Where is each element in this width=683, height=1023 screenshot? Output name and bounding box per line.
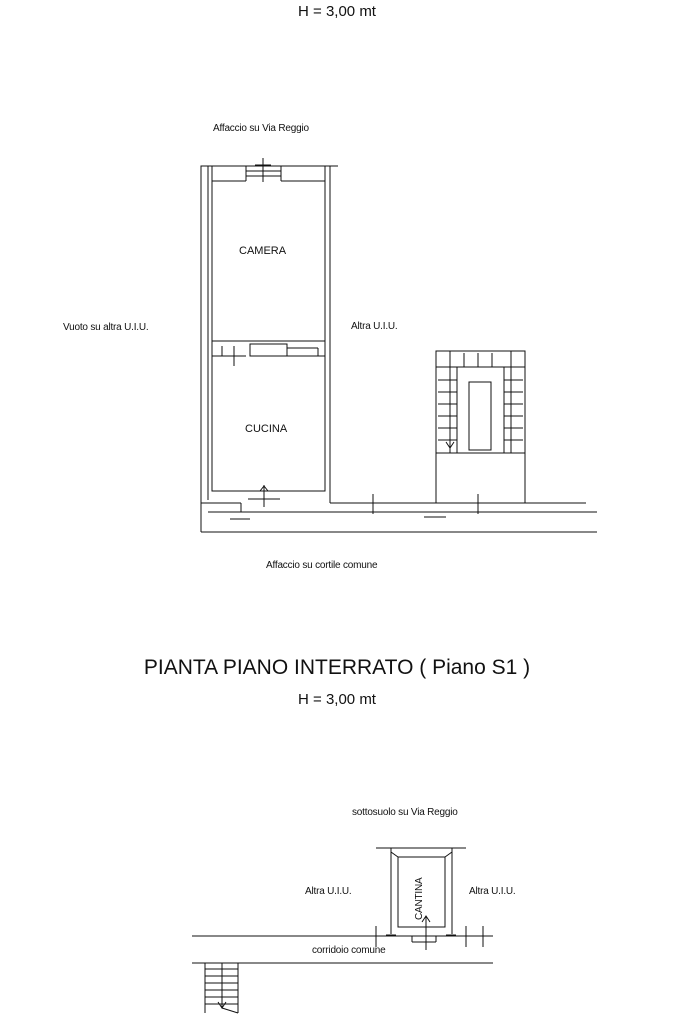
room-cucina-label: CUCINA [245, 423, 288, 435]
courtyard-marks [230, 494, 586, 519]
room-cantina-label: CANTINA [414, 877, 425, 920]
upper-floor-height: H = 3,00 mt [298, 3, 376, 20]
upper-west-label: Vuoto su altra U.I.U. [63, 322, 149, 333]
basement-south-label: corridoio comune [312, 945, 386, 956]
basement-west-label: Altra U.I.U. [305, 886, 352, 897]
basement-north-label: sottosuolo su Via Reggio [352, 807, 458, 818]
entrance-door [248, 485, 280, 507]
basement-title: PIANTA PIANO INTERRATO ( Piano S1 ) [143, 656, 531, 679]
staircase-upper [436, 351, 525, 503]
upper-south-label: Affaccio su cortile comune [266, 560, 378, 571]
staircase-basement [205, 963, 238, 1013]
window-north [246, 158, 281, 182]
basement-east-label: Altra U.I.U. [469, 886, 516, 897]
upper-north-label: Affaccio su Via Reggio [213, 123, 309, 134]
basement-height: H = 3,00 mt [298, 691, 376, 708]
upper-east-label: Altra U.I.U. [351, 321, 398, 332]
room-camera-label: CAMERA [239, 245, 287, 257]
apartment-outer-walls [201, 166, 597, 532]
apartment-inner-walls [212, 166, 436, 503]
